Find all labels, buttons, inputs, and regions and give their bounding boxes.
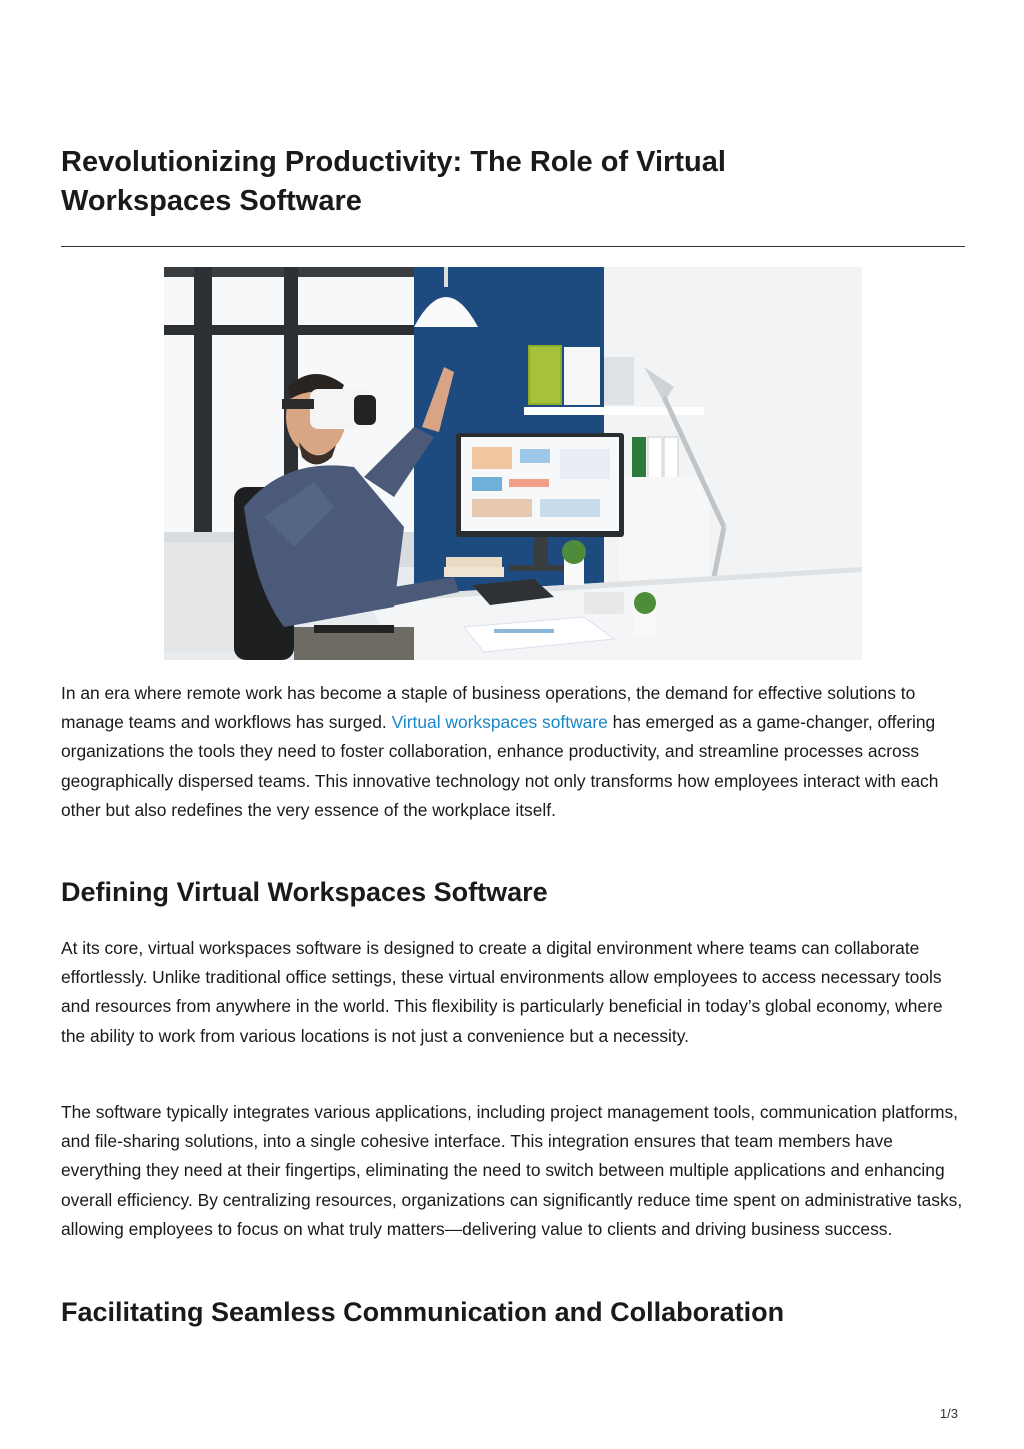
article-title: Revolutionizing Productivity: The Role of Virtual Workspaces Software: [61, 146, 726, 217]
section-heading-communication: Facilitating Seamless Communication and Collaboration: [61, 1297, 785, 1327]
title-divider: [61, 246, 965, 247]
section1-paragraph-2: The software typically integrates various applications, including project management tools, communication platforms, and file-sharing solutions, into a single cohesive interface. This integration ensures that team members have everything they need at their fingertips, eliminating the need to switch between multiple applications and enhancing overall efficiency. By centralizing resources, organizations can significantly reduce time spent on administrative tasks, allowing employees to focus on what truly matters—delivering value to clients and driving business success.: [61, 1102, 963, 1239]
section1-paragraph-1: At its core, virtual workspaces software is designed to create a digital environment where teams can collaborate effortlessly. Unlike traditional office settings, these virtual environments allow employees to access necessary tools and resources from anywhere in the world. This flexibility is particularly beneficial in today’s global economy, where the ability to work from various locations is not just a convenience but a necessity.: [61, 938, 943, 1046]
virtual-workspaces-link[interactable]: Virtual workspaces software: [391, 712, 608, 733]
intro-text-before-link: In an era where remote work has become a staple of business operations, the demand for effective solutions to manage teams and workflows has surged.: [61, 683, 916, 733]
intro-text-after-link: has emerged as a game-changer, offering organizations the tools they need to foster collaboration, enhance productivity, and streamline processes across geographically dispersed teams. This innovative technology not only transforms how employees interact with each other but also redefines the very essence of the workplace itself.: [61, 712, 939, 820]
section-heading-defining: Defining Virtual Workspaces Software: [61, 877, 548, 907]
intro-paragraph: [61, 679, 965, 825]
page-number: 1/3: [939, 1406, 958, 1421]
hero-image: [164, 267, 862, 660]
